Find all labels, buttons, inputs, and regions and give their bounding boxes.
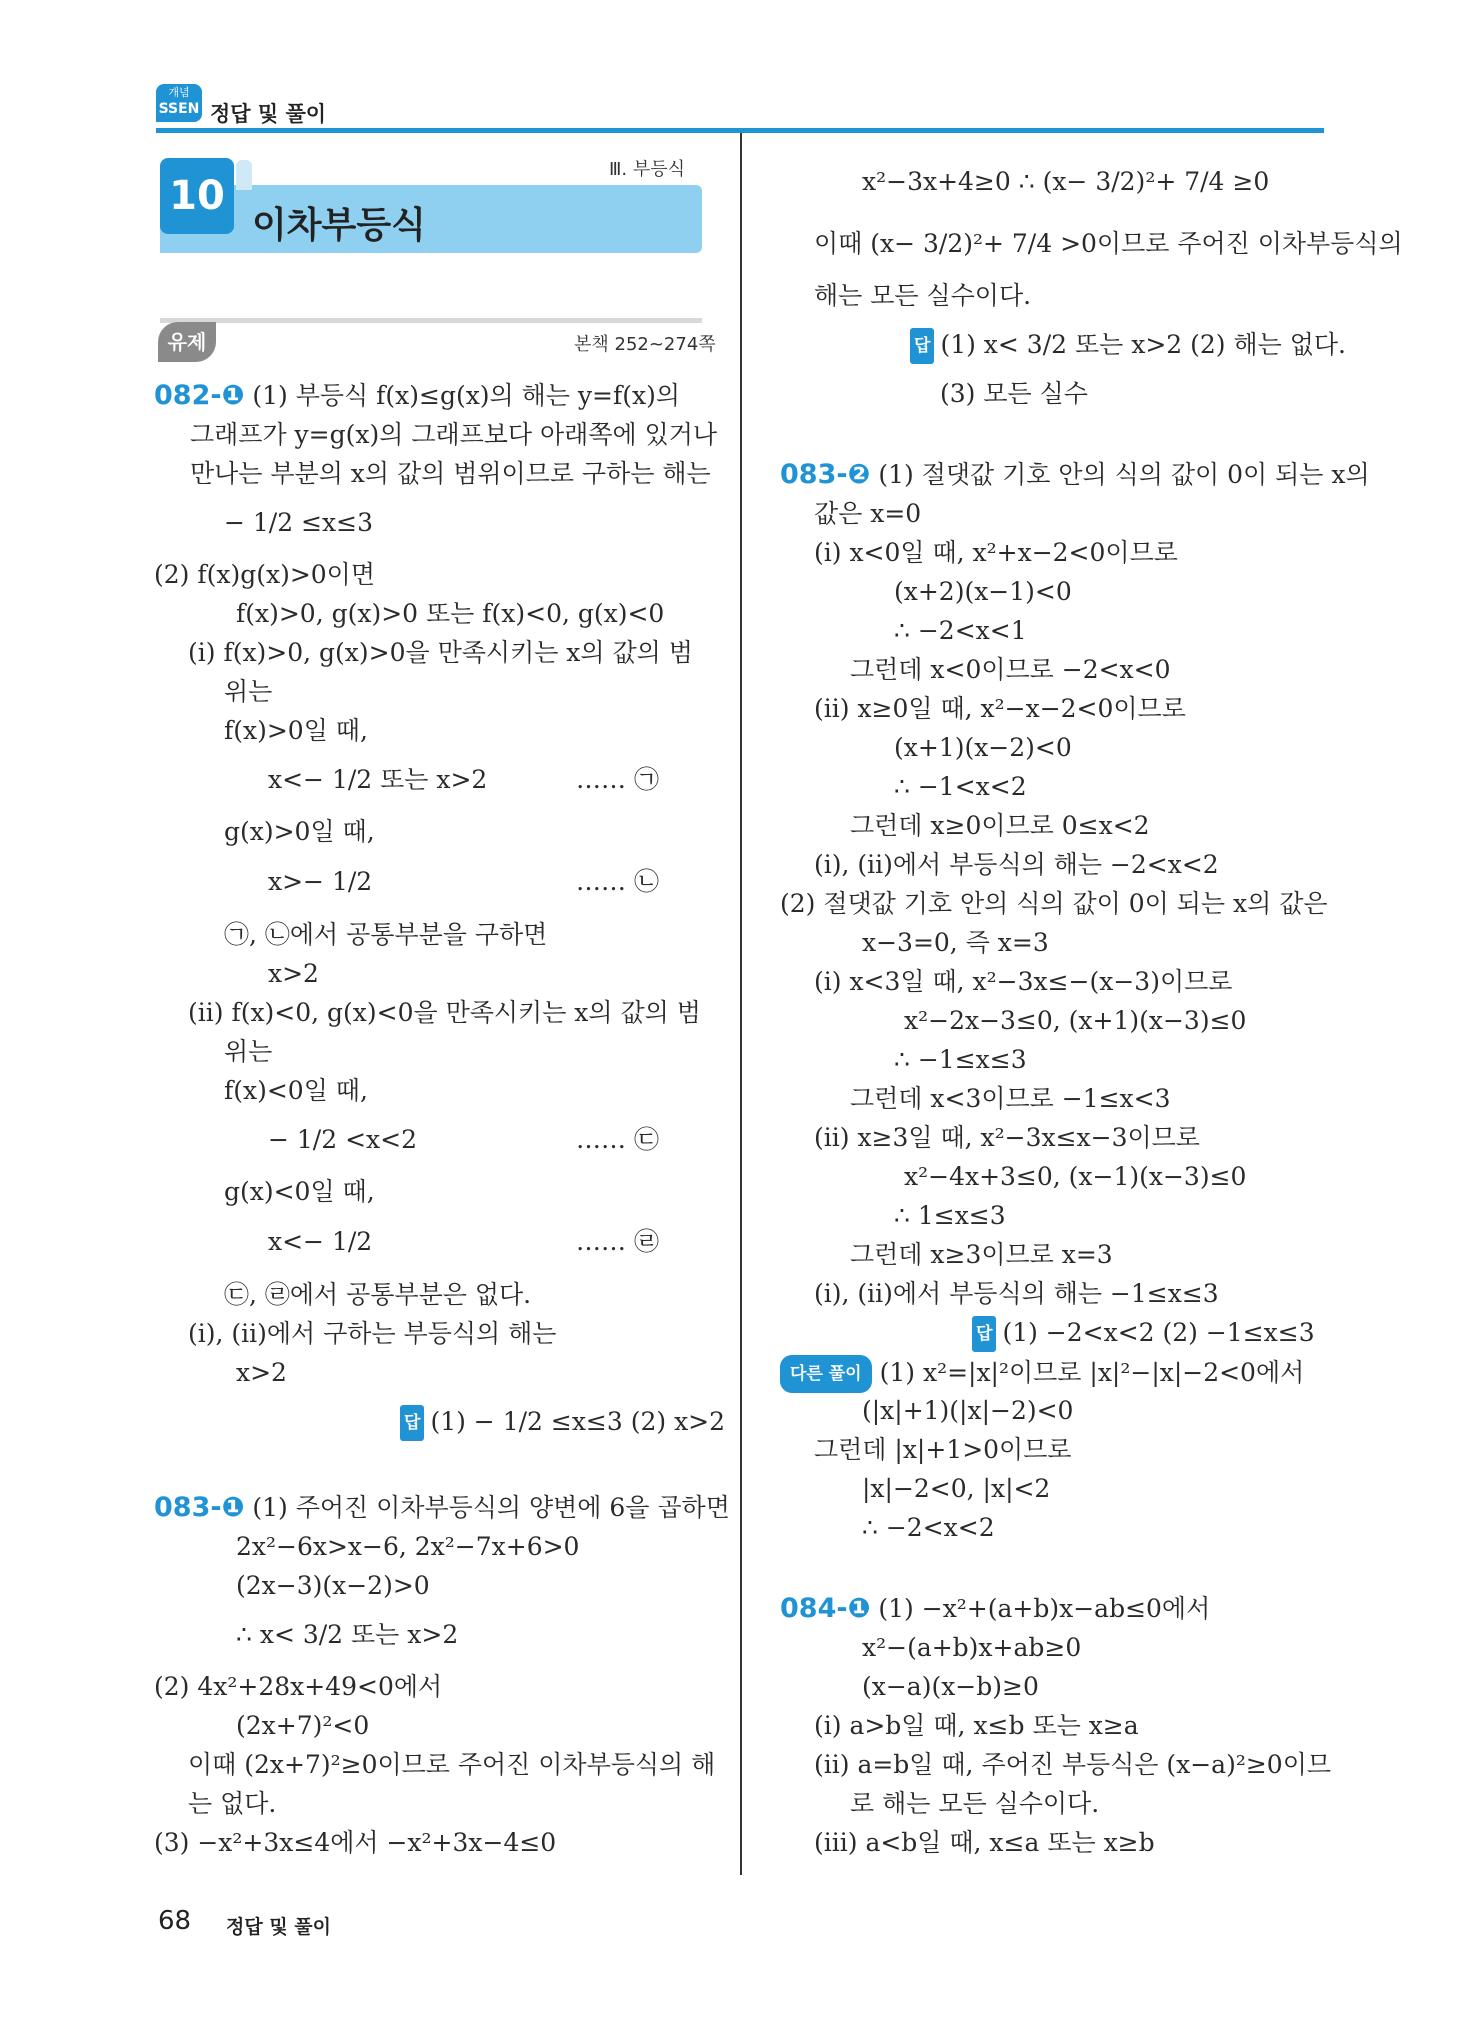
solution-line: (ⅲ) a<b일 때, x≤a 또는 x≥b: [814, 1828, 1155, 1857]
solution-line: 그런데 x≥0이므로 0≤x<2: [850, 811, 1150, 840]
solution-line: (3) −x²+3x≤4에서 −x²+3x−4≤0: [154, 1828, 557, 1857]
solution-line: 이때 (2x+7)²≥0이므로 주어진 이차부등식의 해: [188, 1750, 716, 1779]
solution-line: (ⅰ) f(x)>0, g(x)>0을 만족시키는 x의 값의 범: [188, 638, 693, 667]
section-badge: [158, 322, 216, 362]
solution-line: x²−3x+4≥0 ∴ (x− 3/2)²+ 7/4 ≥0: [862, 167, 1270, 196]
solution-line: 이때 (x− 3/2)²+ 7/4 >0이므로 주어진 이차부등식의: [814, 229, 1403, 258]
solution-line: ∴ 1≤x≤3: [894, 1201, 1006, 1230]
solution-line: − 1/2 ≤x≤3: [224, 508, 373, 537]
solution-line: [400, 1405, 725, 1441]
solution-line: (ⅱ) x≥3일 때, x²−3x≤x−3이므로: [814, 1123, 1200, 1152]
section-ref: 본책 252~274쪽: [574, 334, 716, 355]
problem-id: 083-❶: [154, 1492, 245, 1523]
solution-line: f(x)>0일 때,: [224, 716, 368, 745]
solution-line: − 1/2 <x<2: [268, 1125, 417, 1154]
solution-line: ㉢, ㉣에서 공통부분은 없다.: [224, 1280, 532, 1309]
solution-line: …… ㉠: [576, 765, 659, 794]
solution-line: (ⅰ) a>b일 때, x≤b 또는 x≥a: [814, 1711, 1139, 1740]
solution-line: [972, 1316, 1315, 1352]
solution-line: ∴ −1≤x≤3: [894, 1045, 1027, 1074]
solution-line: 그래프가 y=g(x)의 그래프보다 아래쪽에 있거나: [190, 420, 718, 449]
solution-line: 는 없다.: [188, 1789, 277, 1818]
solution-line: 로 해는 모든 실수이다.: [850, 1789, 1100, 1818]
logo-top: 개념: [168, 86, 190, 99]
solution-line: (ⅰ) x<3일 때, x²−3x≤−(x−3)이므로: [814, 967, 1233, 996]
solution-line: 값은 x=0: [814, 499, 922, 528]
solution-text: (1) x²=|x|²이므로 |x|²−|x|−2<0에서: [879, 1358, 1305, 1387]
solution-line: (2x+7)²<0: [236, 1711, 370, 1740]
solution-line: (ⅰ), (ⅱ)에서 부등식의 해는 −1≤x≤3: [814, 1279, 1219, 1308]
solution-line: f(x)<0일 때,: [224, 1076, 368, 1105]
solution-line: [780, 1592, 1210, 1626]
alternate-solution-badge: 다른 풀이: [780, 1355, 872, 1393]
chapter-title: 이차부등식: [252, 205, 426, 246]
column-divider: [740, 133, 742, 1875]
solution-line: ∴ −1<x<2: [894, 772, 1027, 801]
chapter-tab: [236, 160, 252, 190]
solution-line: 2x²−6x>x−6, 2x²−7x+6>0: [236, 1532, 580, 1561]
logo-main: SSEN: [158, 101, 200, 117]
problem-id: 083-❷: [780, 459, 871, 490]
solution-text: (1) −x²+(a+b)x−ab≤0에서: [870, 1594, 1211, 1623]
solution-line: (ⅰ), (ⅱ)에서 부등식의 해는 −2<x<2: [814, 850, 1219, 879]
solution-line: x<− 1/2 또는 x>2: [268, 765, 488, 794]
header-title: 정답 및 풀이: [210, 102, 327, 126]
solution-line: x>2: [268, 959, 319, 988]
solution-line: (x+1)(x−2)<0: [894, 733, 1072, 762]
solution-line: (ⅱ) f(x)<0, g(x)<0을 만족시키는 x의 값의 범: [188, 998, 701, 1027]
solution-line: [910, 328, 1346, 364]
solution-line: (x+2)(x−1)<0: [894, 577, 1072, 606]
solution-text: (1) 부등식 f(x)≤g(x)의 해는 y=f(x)의: [244, 381, 680, 410]
solution-line: [154, 379, 680, 413]
solution-line: f(x)>0, g(x)>0 또는 f(x)<0, g(x)<0: [236, 599, 665, 628]
solution-line: x>− 1/2: [268, 867, 373, 896]
section-label: 유제: [167, 330, 207, 354]
section-rule: [160, 318, 702, 323]
solution-line: (ⅰ) x<0일 때, x²+x−2<0이므로: [814, 538, 1178, 567]
solution-line: ㉠, ㉡에서 공통부분을 구하면: [224, 920, 548, 949]
solution-line: g(x)<0일 때,: [224, 1177, 375, 1206]
solution-line: 그런데 |x|+1>0이므로: [814, 1435, 1072, 1464]
solution-line: [780, 1355, 1304, 1393]
solution-line: (ⅰ), (ⅱ)에서 구하는 부등식의 해는: [188, 1319, 557, 1348]
solution-line: 그런데 x<3이므로 −1≤x<3: [850, 1084, 1171, 1113]
solution-line: x−3=0, 즉 x=3: [862, 928, 1049, 957]
solution-line: 해는 모든 실수이다.: [814, 281, 1032, 310]
answer-text: (1) −2<x<2 (2) −1≤x≤3: [1002, 1318, 1315, 1347]
solution-line: 위는: [224, 677, 273, 706]
solution-line: x>2: [236, 1358, 287, 1387]
solution-line: (ⅱ) x≥0일 때, x²−x−2<0이므로: [814, 694, 1186, 723]
solution-line: (x−a)(x−b)≥0: [862, 1672, 1039, 1701]
solution-line: (ⅱ) a=b일 때, 주어진 부등식은 (x−a)²≥0이므: [814, 1750, 1332, 1779]
answer-text: (1) − 1/2 ≤x≤3 (2) x>2: [430, 1407, 726, 1436]
answer-badge: 답: [972, 1316, 996, 1352]
solution-line: …… ㉢: [576, 1125, 659, 1154]
chapter-part: Ⅲ. 부등식: [609, 159, 686, 180]
solution-line: 그런데 x≥3이므로 x=3: [850, 1240, 1113, 1269]
solution-line: (2) f(x)g(x)>0이면: [154, 560, 375, 589]
solution-text: (1) 주어진 이차부등식의 양변에 6을 곱하면: [244, 1493, 730, 1522]
footer-label: 정답 및 풀이: [226, 1916, 331, 1938]
solution-line: (3) 모든 실수: [940, 379, 1088, 408]
solution-line: …… ㉡: [576, 867, 659, 896]
solution-line: (2) 절댓값 기호 안의 식의 값이 0이 되는 x의 값은: [780, 889, 1328, 918]
solution-line: (2) 4x²+28x+49<0에서: [154, 1672, 443, 1701]
solution-line: 그런데 x<0이므로 −2<x<0: [850, 655, 1171, 684]
logo: [156, 84, 202, 122]
chapter-number-box: [160, 158, 234, 234]
chapter-number: 10: [169, 173, 225, 219]
chapter-bar: [160, 185, 702, 253]
solution-line: ∴ −2<x<1: [894, 616, 1027, 645]
solution-line: …… ㉣: [576, 1227, 659, 1256]
solution-line: ∴ −2<x<2: [862, 1513, 995, 1542]
solution-line: 위는: [224, 1037, 273, 1066]
problem-id: 082-❶: [154, 380, 245, 411]
solution-line: (2x−3)(x−2)>0: [236, 1571, 430, 1600]
solution-line: x²−4x+3≤0, (x−1)(x−3)≤0: [904, 1162, 1247, 1191]
solution-line: |x|−2<0, |x|<2: [862, 1474, 1051, 1503]
solution-line: [780, 458, 1370, 492]
answer-text: (1) x< 3/2 또는 x>2 (2) 해는 없다.: [940, 330, 1346, 359]
solution-line: g(x)>0일 때,: [224, 817, 375, 846]
solution-text: (1) 절댓값 기호 안의 식의 값이 0이 되는 x의: [870, 460, 1370, 489]
page-number: 68: [158, 1906, 192, 1936]
problem-id: 084-❶: [780, 1593, 871, 1624]
answer-badge: 답: [910, 328, 934, 364]
solution-line: (|x|+1)(|x|−2)<0: [862, 1396, 1074, 1425]
solution-line: [154, 1491, 730, 1525]
solution-line: x²−(a+b)x+ab≥0: [862, 1633, 1082, 1662]
solution-line: 만나는 부분의 x의 값의 범위이므로 구하는 해는: [190, 459, 711, 488]
solution-line: ∴ x< 3/2 또는 x>2: [236, 1620, 459, 1649]
answer-badge: 답: [400, 1405, 424, 1441]
solution-line: x<− 1/2: [268, 1227, 373, 1256]
solution-line: x²−2x−3≤0, (x+1)(x−3)≤0: [904, 1006, 1247, 1035]
